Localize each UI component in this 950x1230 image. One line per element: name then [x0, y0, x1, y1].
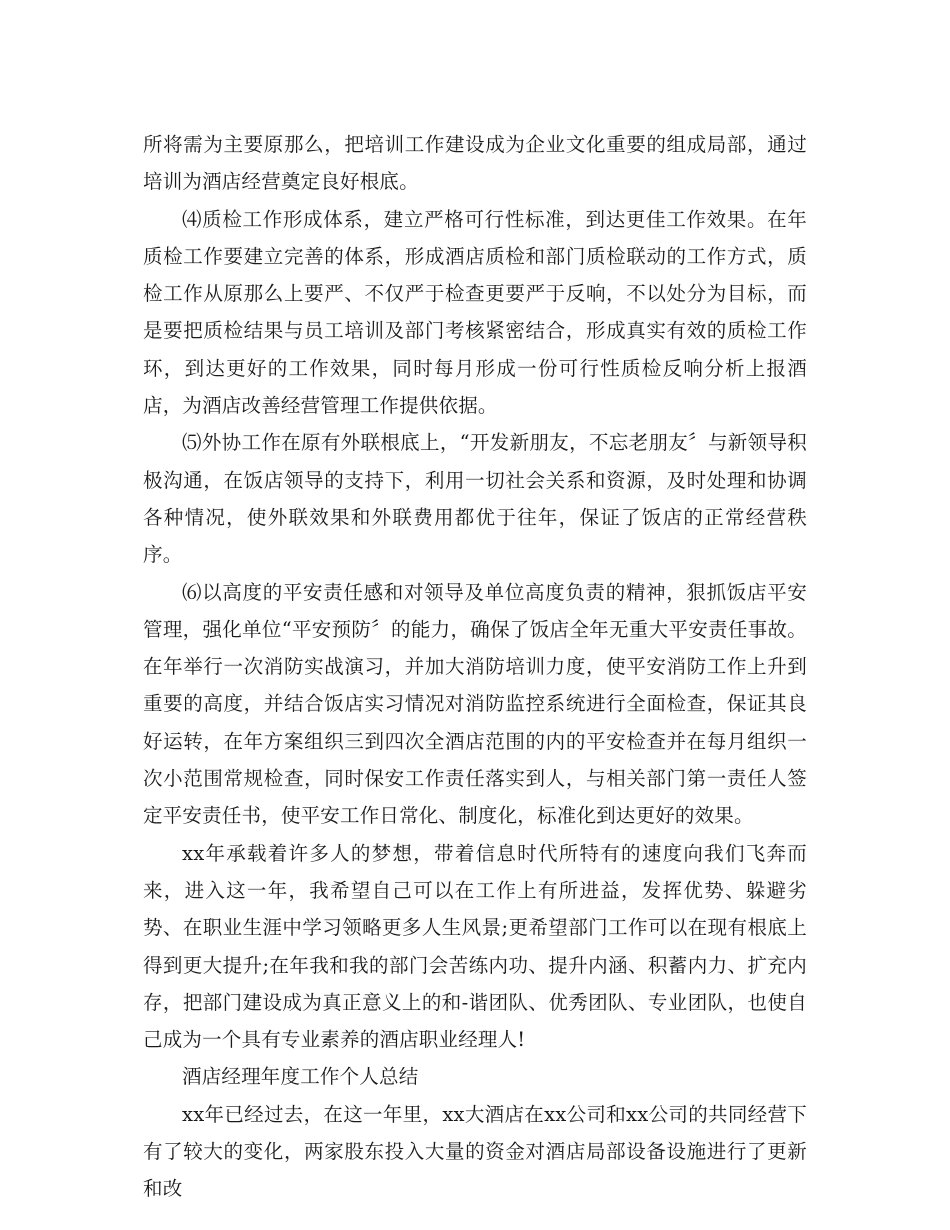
paragraph-quality-inspection: ⑷质检工作形成体系，建立严格可行性标准，到达更佳工作效果。在年质检工作要建立完善的体系，形成酒店质检和部门质检联动的工作方式，质检工作从原那么上要严、不仅严于检查更要严于反响，不以处分为目标，而是要把质检结果与员工培训及部门考核紧密结合，形成真实有效的质检工作环，到达更好的工作效果，同时每月形成一份可行性质检反响分析上报酒店，为酒店改善经营管理工作提供依据。: [143, 207, 807, 418]
section-title: 酒店经理年度工作个人总结: [182, 1065, 419, 1089]
paragraph-year-outlook: xx年承载着许多人的梦想，带着信息时代所特有的速度向我们飞奔而来，进入这一年，我希望自己可以在工作上有所进益，发挥优势、躲避劣势、在职业生涯中学习领略更多人生风景;更希望部门工作可以在现有根底上得到更大提升;在年我和我的部门会苦练内功、提升内涵、积蓄内力、扩充内存，把部门建设成为真正意义上的和-谐团队、优秀团队、专业团队，也使自己成为一个具有专业素养的酒店职业经理人!: [143, 841, 807, 1052]
paragraph-training-continuation: 所将需为主要原那么，把培训工作建设成为企业文化重要的组成局部，通过培训为酒店经营奠定良好根底。: [143, 133, 807, 194]
paragraph-external-liaison: ⑸外协工作在原有外联根底上，“开发新朋友，不忘老朋友〞与新领导积极沟通，在饭店领导的支持下，利用一切社会关系和资源，及时处理和协调各种情况，使外联效果和外联费用都优于往年，保证了饭店的正常经营秩序。: [143, 431, 807, 567]
paragraph-year-review: xx年已经过去，在这一年里，xx大酒店在xx公司和xx公司的共同经营下有了较大的变化，两家股东投入大量的资金对酒店局部设备设施进行了更新和改: [143, 1102, 807, 1201]
paragraph-safety-management: ⑹以高度的平安责任感和对领导及单位高度负责的精神，狠抓饭店平安管理，强化单位“平安预防〞的能力，确保了饭店全年无重大平安责任事故。在年举行一次消防实战演习，并加大消防培训力度，使平安消防工作上升到重要的高度，并结合饭店实习情况对消防监控系统进行全面检查，保证其良好运转，在年方案组织三到四次全酒店范围的内的平安检查并在每月组织一次小范围常规检查，同时保安工作责任落实到人，与相关部门第一责任人签定平安责任书，使平安工作日常化、制度化，标准化到达更好的效果。: [143, 580, 807, 828]
document-body: [143, 126, 807, 1208]
